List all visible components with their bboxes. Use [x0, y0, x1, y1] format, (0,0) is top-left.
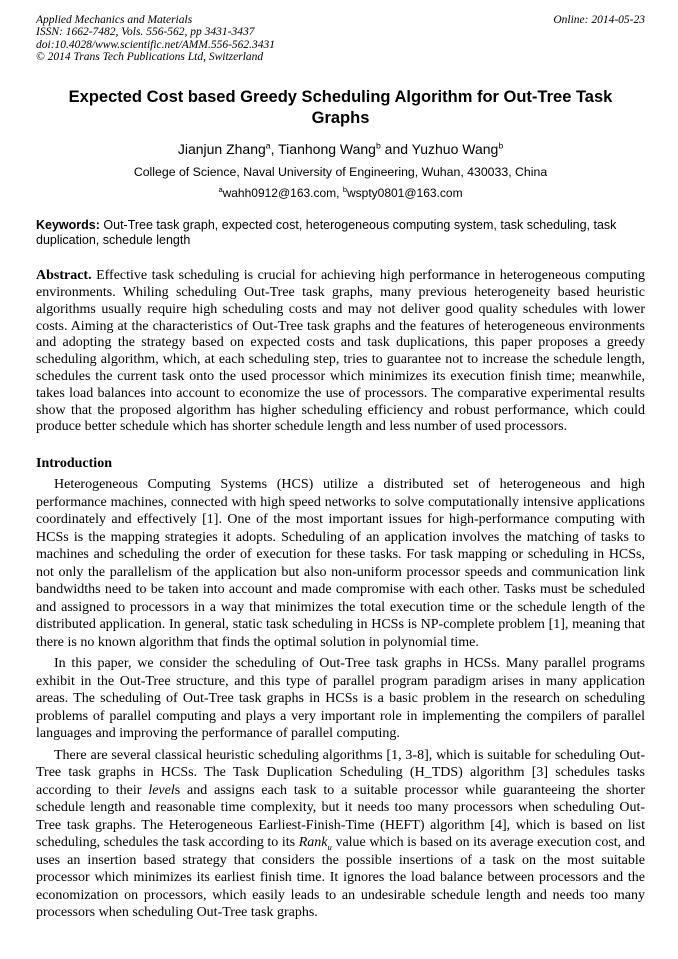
section-heading-introduction: Introduction — [36, 456, 112, 472]
intro-paragraph-3: There are several classical heuristic scheduling algorithms [1, 3-8], which is suitable for scheduling Out-Tree task graphs in HCSs. The Task Duplication Scheduling (H_TDS) algorithm [3] schedules tasks according to their levels and assigns each task to a suitable processor while guaranteeing the shorter schedule length and reasonable time complexity, but it needs too many processors when scheduling Out-Tree task graphs. The Heterogeneous Earliest-Finish-Time (HEFT) algorithm [4], which is based on list scheduling, schedules the task according to its Rank$_u$ value which is based on its average execution cost, and uses an insertion based strategy that considers the possible insertions of a task on the most suitable processor which minimizes its earliest finish time. It ignores the load balance between processors and the economization on processors, which easily leads to an undesirable schedule length and needs too many processors when scheduling Out-Tree task graphs. — [36, 747, 645, 921]
journal-title: Applied Mechanics and Materials — [36, 14, 193, 26]
online-date: Online: 2014-05-23 — [553, 14, 645, 26]
authors-line: Jianjun Zhang$^a$, Tianhong Wang$^b$ and Yuzhuo Wang$^b$ — [177, 139, 504, 157]
intro-paragraph-1: Heterogeneous Computing Systems (HCS) utilize a distributed set of heterogeneous and high performance machines, connected with high speed networks to solve computationally intensive applications coordinately and effectively [1]. One of the most important issues for high-performance computing with HCSs is the mapping strategies it adopts. Scheduling of an application involves the matching of tasks to machines and scheduling the order of execution for these tasks. For task mapping or scheduling in HCSs, not only the parallelism of the application but also non-uniform processor speeds and communication link bandwidths need to be taken into account and made compromise with each other. Tasks must be scheduled and assigned to processors in a way that minimizes the total execution time or the schedule length of the distributed application. In general, static task scheduling in HCSs is NP-complete problem [1], meaning that there is no known algorithm that finds the optimal solution in polynomial time. — [36, 477, 645, 650]
journal-doi-line: doi:10.4028/www.scientific.net/AMM.556-562.3431 — [36, 38, 276, 51]
affiliation-line: College of Science, Naval University of Engineering, Wuhan, 430033, China — [133, 164, 548, 179]
journal-copyright-line: © 2014 Trans Tech Publications Ltd, Switzerland — [36, 51, 264, 64]
intro-paragraph-2: In this paper, we consider the scheduling of Out-Tree task graphs in HCSs. Many parallel programs exhibit in the Out-Tree structure, and this type of parallel program paradigm arises in many application areas. The scheduling of Out-Tree task graphs in HCSs is a basic problem in the research on scheduling problems of parallel computing and plays a very important role in implementing the compilers of parallel languages and improving the performance of parallel computing. — [36, 656, 645, 742]
paper-title: Expected Cost based Greedy Scheduling Algorithm for Out-Tree Task Graphs — [68, 87, 613, 127]
keywords-line: Keywords: Out-Tree task graph, expected cost, heterogeneous computing system, task scheduling, task duplication, schedule length — [36, 217, 617, 248]
author-emails: $^a$wahh0912@163.com, $^b$wspty0801@163.com — [218, 184, 463, 200]
abstract-paragraph: Abstract. Effective task scheduling is crucial for achieving high performance in heterogeneous computing environments. Whiling scheduling Out-Tree task graphs, many previous heterogeneity based heuristic algorithms usually require high scheduling costs and may not deliver good quality schedules with lower costs. Aiming at the characteristics of Out-Tree task graphs and the features of heterogeneous environments and adopting the strategy based on expected costs and task duplications, this paper proposes a greedy scheduling algorithm, which, at each scheduling step, tries to guarantee not to increase the schedule length, schedules the current task onto the used processor which minimizes its execution finish time; meanwhile, takes load balances into account to economize the use of processors. The comparative experimental results show that the proposed algorithm has higher scheduling efficiency and robust performance, which could produce better schedule which has shorter schedule length and less number of used processors. — [36, 268, 645, 435]
journal-issn-line: ISSN: 1662-7482, Vols. 556-562, pp 3431-3437 — [36, 26, 255, 39]
journal-info — [36, 14, 275, 64]
journal-header — [36, 14, 645, 64]
